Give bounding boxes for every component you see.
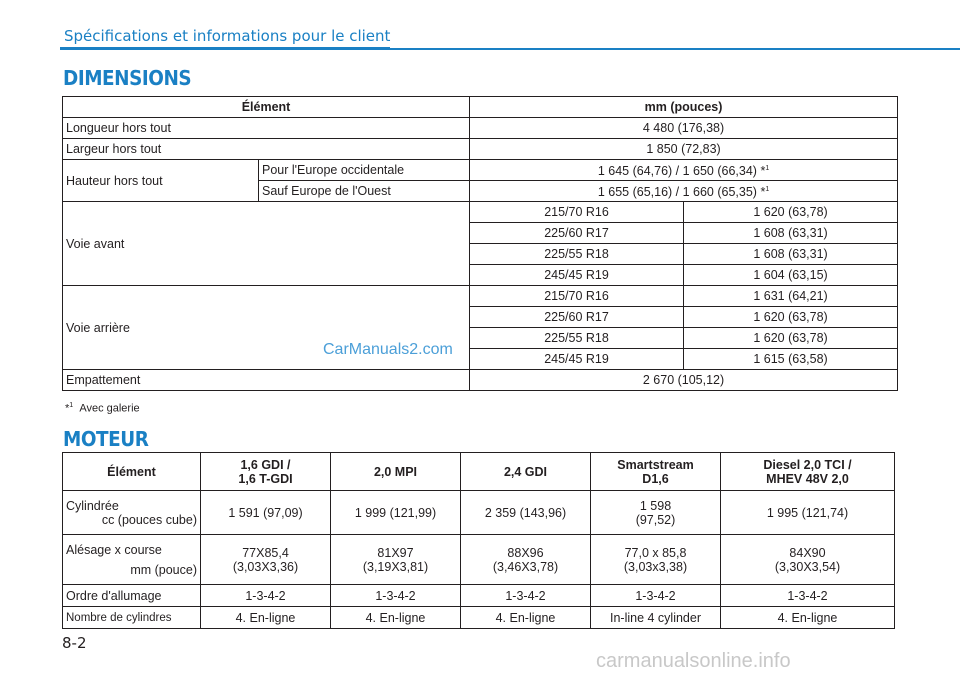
tire-size: 245/45 R19 bbox=[470, 349, 684, 370]
table-header-row bbox=[63, 97, 898, 118]
row-value-longueur: 4 480 (176,38) bbox=[470, 118, 898, 139]
row-label-cylindree: Cylindrée cc (pouces cube) bbox=[63, 491, 201, 535]
cell-value: 77,0 x 85,8 (3,03x3,38) bbox=[591, 535, 721, 585]
tire-value: 1 620 (63,78) bbox=[684, 202, 898, 223]
header-rule-thin bbox=[390, 48, 960, 50]
header-rule-thick bbox=[60, 47, 390, 50]
col-header-mm: mm (pouces) bbox=[470, 97, 898, 118]
cell-value: 1-3-4-2 bbox=[721, 585, 895, 607]
table-row bbox=[63, 202, 898, 223]
cell-value: 1 591 (97,09) bbox=[201, 491, 331, 535]
table-row bbox=[63, 585, 895, 607]
col-header-item: Élément bbox=[63, 97, 470, 118]
cell-value: 1 598 (97,52) bbox=[591, 491, 721, 535]
col-header-diesel: Diesel 2,0 TCI / MHEV 48V 2,0 bbox=[721, 453, 895, 491]
row-label-voie-avant: Voie avant bbox=[63, 202, 470, 286]
cell-value: 81X97 (3,19X3,81) bbox=[331, 535, 461, 585]
row-label-empattement: Empattement bbox=[63, 370, 470, 391]
cell-value: 84X90 (3,30X3,54) bbox=[721, 535, 895, 585]
cell-value: 2 359 (143,96) bbox=[461, 491, 591, 535]
cell-value: 4. En-ligne bbox=[461, 607, 591, 629]
tire-size: 225/55 R18 bbox=[470, 244, 684, 265]
table-row bbox=[63, 160, 898, 181]
tire-value: 1 620 (63,78) bbox=[684, 328, 898, 349]
bottom-watermark: carmanualsonline.info bbox=[596, 650, 791, 672]
table-header-row bbox=[63, 453, 895, 491]
page-number: 8-2 bbox=[62, 634, 87, 652]
hauteur-west-value: 1 645 (64,76) / 1 650 (66,34) *$^1$ bbox=[470, 160, 898, 181]
row-label-hauteur: Hauteur hors tout bbox=[63, 160, 259, 202]
cell-value: 88X96 (3,46X3,78) bbox=[461, 535, 591, 585]
tire-value: 1 615 (63,58) bbox=[684, 349, 898, 370]
tire-size: 215/70 R16 bbox=[470, 202, 684, 223]
tire-size: 245/45 R19 bbox=[470, 265, 684, 286]
cell-value: 1-3-4-2 bbox=[331, 585, 461, 607]
tire-value: 1 608 (63,31) bbox=[684, 223, 898, 244]
cell-value: 1-3-4-2 bbox=[201, 585, 331, 607]
table-row bbox=[63, 139, 898, 160]
tire-size: 225/60 R17 bbox=[470, 307, 684, 328]
col-header-gdi: 1,6 GDI / 1,6 T-GDI bbox=[201, 453, 331, 491]
tire-value: 1 620 (63,78) bbox=[684, 307, 898, 328]
footnote: *$^1$ Avec galerie bbox=[65, 402, 140, 415]
col-header-item: Élément bbox=[63, 453, 201, 491]
row-label-largeur: Largeur hors tout bbox=[63, 139, 470, 160]
cell-value: In-line 4 cylinder bbox=[591, 607, 721, 629]
col-header-24gdi: 2,4 GDI bbox=[461, 453, 591, 491]
cell-value: 1-3-4-2 bbox=[461, 585, 591, 607]
cell-value: 4. En-ligne bbox=[721, 607, 895, 629]
row-label-nombre: Nombre de cylindres bbox=[63, 607, 201, 629]
hauteur-other-label: Sauf Europe de l'Ouest bbox=[259, 181, 470, 202]
col-header-smartstream: Smartstream D1,6 bbox=[591, 453, 721, 491]
tire-value: 1 608 (63,31) bbox=[684, 244, 898, 265]
row-value-empattement: 2 670 (105,12) bbox=[470, 370, 898, 391]
cell-value: 77X85,4 (3,03X3,36) bbox=[201, 535, 331, 585]
table-row bbox=[63, 370, 898, 391]
moteur-title: MOTEUR bbox=[63, 427, 149, 451]
row-label-ordre: Ordre d'allumage bbox=[63, 585, 201, 607]
cell-value: 1-3-4-2 bbox=[591, 585, 721, 607]
col-header-mpi: 2,0 MPI bbox=[331, 453, 461, 491]
hauteur-other-value: 1 655 (65,16) / 1 660 (65,35) *$^1$ bbox=[470, 181, 898, 202]
table-row bbox=[63, 535, 895, 585]
tire-value: 1 604 (63,15) bbox=[684, 265, 898, 286]
page-header-title: Spécifications et informations pour le client bbox=[64, 27, 391, 45]
cell-value: 1 999 (121,99) bbox=[331, 491, 461, 535]
tire-size: 225/55 R18 bbox=[470, 328, 684, 349]
row-label-alesage: Alésage x course mm (pouce) bbox=[63, 535, 201, 585]
cell-value: 4. En-ligne bbox=[201, 607, 331, 629]
tire-value: 1 631 (64,21) bbox=[684, 286, 898, 307]
row-value-largeur: 1 850 (72,83) bbox=[470, 139, 898, 160]
row-label-longueur: Longueur hors tout bbox=[63, 118, 470, 139]
tire-size: 225/60 R17 bbox=[470, 223, 684, 244]
table-row bbox=[63, 118, 898, 139]
cell-value: 4. En-ligne bbox=[331, 607, 461, 629]
engine-table bbox=[62, 452, 895, 629]
hauteur-west-label: Pour l'Europe occidentale bbox=[259, 160, 470, 181]
cell-value: 1 995 (121,74) bbox=[721, 491, 895, 535]
table-row bbox=[63, 491, 895, 535]
row-label-voie-arriere: Voie arrière bbox=[63, 286, 470, 370]
tire-size: 215/70 R16 bbox=[470, 286, 684, 307]
dimensions-title: DIMENSIONS bbox=[63, 66, 192, 90]
table-row bbox=[63, 286, 898, 307]
dimensions-table bbox=[62, 96, 898, 391]
table-row bbox=[63, 607, 895, 629]
watermark-text: CarManuals2.com bbox=[323, 341, 453, 358]
